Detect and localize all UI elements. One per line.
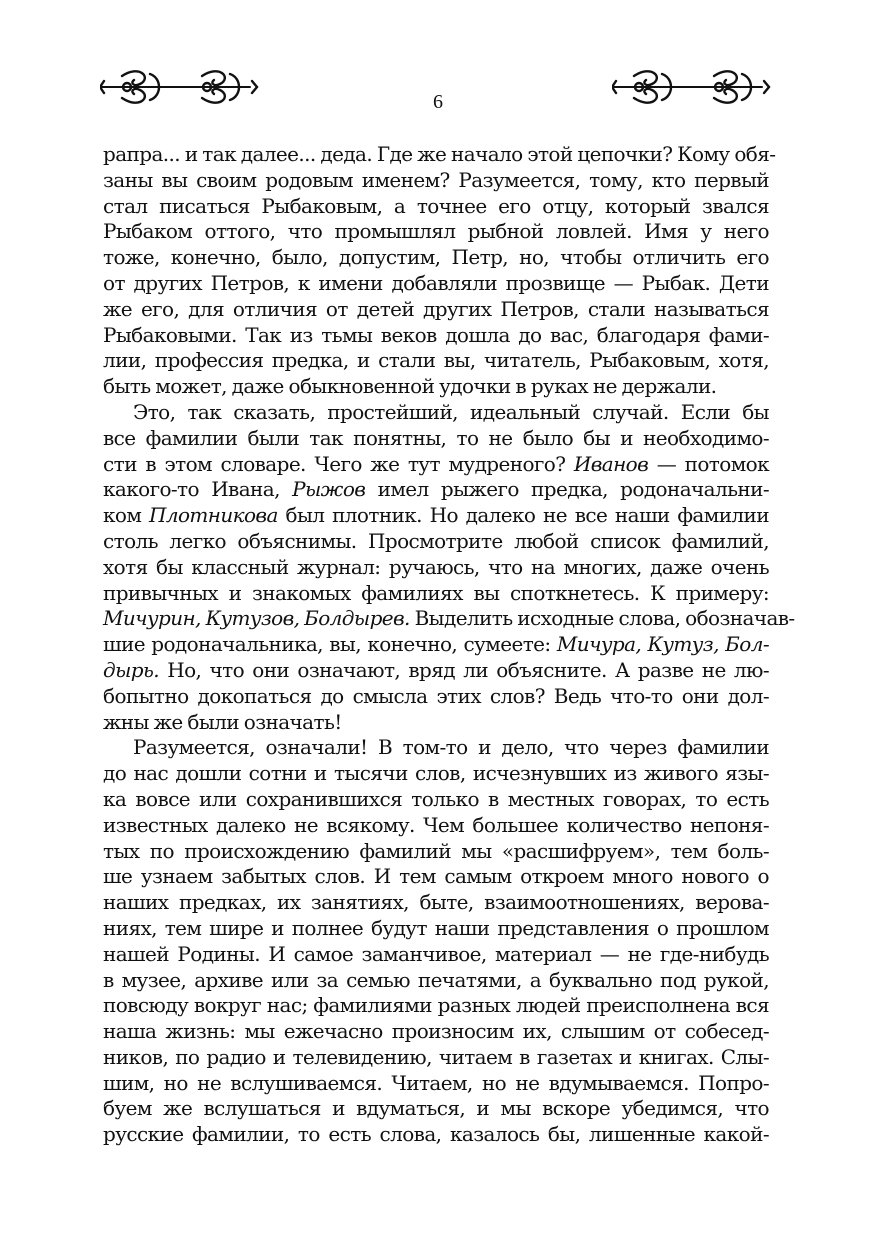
text-line: ком Плотникова был плотник. Но далеко не все наши фамилии: [103, 503, 769, 528]
text-line: тоже, конечно, было, допустим, Петр, но, чтобы отличить его: [103, 245, 769, 270]
text-line: привычных и знакомых фамилиях вы споткнетесь. К примеру:: [103, 580, 769, 605]
text-line: Разумеется, означали! В том-то и дело, что через фамилии: [133, 735, 769, 760]
text-line: лии, профессия предка, и стали вы, читатель, Рыбаковым, хотя,: [103, 348, 769, 373]
text-line: ников, по радио и телевидению, читаем в газетах и книгах. Слы-: [103, 1044, 769, 1069]
body-text: [103, 142, 795, 1148]
text-line: бопытно докопаться до смысла этих слов? Ведь что-то они дол-: [103, 683, 769, 708]
text-line: наша жизнь: мы ежечасно произносим их, слышим от собесед-: [103, 1019, 769, 1044]
text-line: ка вовсе или сохранившихся только в местных говорах, то есть: [103, 786, 769, 811]
text-line: стал писаться Рыбаковым, а точнее его отцу, который звался: [103, 193, 769, 218]
italic-surnames: Мичурин, Кутузов, Болдырев.: [103, 606, 410, 631]
text-line: столь легко объяснимы. Просмотрите любой список фамилий,: [103, 528, 769, 553]
text-line: Это, так сказать, простейший, идеальный случай. Если бы: [133, 399, 769, 424]
italic-words: Мичура, Кутуз, Бол-: [556, 632, 769, 657]
text-line: нашей Родины. И самое заманчивое, материал — не где-нибудь: [103, 941, 769, 966]
text-line: шим, но не вслушиваемся. Читаем, но не вдумываемся. Попро-: [103, 1070, 769, 1095]
text-line: сти в этом словаре. Чего же тут мудреного? Иванов — потомок: [103, 451, 769, 476]
text-line: Рыбаковыми. Так из тьмы веков дошла до вас, благодаря фами-: [103, 322, 769, 347]
text-line: Рыбаком оттого, что промышлял рыбной ловлей. Имя у него: [103, 219, 769, 244]
header-ornament-right: [612, 62, 772, 112]
text-line: какого-то Ивана, Рыжов имел рыжего предка, родоначальни-: [103, 477, 769, 502]
text-line: же его, для отличия от детей других Петров, стали называться: [103, 296, 769, 321]
text-line: заны вы своим родовым именем? Разумеется, тому, кто первый: [103, 167, 769, 192]
italic-surname: Плотникова: [149, 503, 278, 528]
text-line: известных далеко не всякому. Чем большее количество непоня-: [103, 812, 769, 837]
scroll-ornament-icon: [612, 62, 772, 112]
text-line: повсюду вокруг нас; фамилиями разных людей преисполнена вся: [103, 993, 769, 1018]
text-line: русские фамилии, то есть слова, казалось бы, лишенные какой-: [103, 1122, 769, 1147]
text-line: шие родоначальника, вы, конечно, сумеете: Мичура, Кутуз, Бол-: [103, 632, 769, 657]
italic-surname: Иванов: [573, 451, 649, 476]
text-line: наших предках, их занятиях, быте, взаимоотношениях, верова-: [103, 890, 769, 915]
text-line: буем же вслушаться и вдуматься, и мы вскоре убедимся, что: [103, 1096, 769, 1121]
italic-words: дырь.: [103, 657, 160, 682]
text-line: в музее, архиве или за семью печатями, а буквально под рукой,: [103, 967, 769, 992]
page-number: 6: [433, 91, 443, 113]
text-line: дырь. Но, что они означают, вряд ли объясните. А разве не лю-: [103, 657, 769, 682]
text-line: от других Петров, к имени добавляли прозвище — Рыбак. Дети: [103, 270, 769, 295]
text-line: до нас дошли сотни и тысячи слов, исчезнувших из живого язы-: [103, 761, 769, 786]
text-line: Мичурин, Кутузов, Болдырев. Выделить исходные слова, обозначав-: [103, 606, 795, 631]
text-line: рапра... и так далее... деда. Где же начало этой цепочки? Кому обя-: [103, 142, 776, 166]
text-line: хотя бы классный журнал: ручаюсь, что на многих, даже очень: [103, 554, 769, 579]
text-line: все фамилии были так понятны, то не было бы и необходимо-: [103, 425, 769, 450]
text-line: быть может, даже обыкновенной удочки в руках не держали.: [103, 374, 717, 399]
text-line: ше узнаем забытых слов. И тем самым откроем много нового о: [103, 864, 769, 889]
italic-surname: Рыжов: [292, 477, 366, 502]
text-line: жны же были означать!: [103, 709, 342, 734]
text-line: ниях, тем шире и полнее будут наши представления о прошлом: [103, 915, 769, 940]
text-line: тых по происхождению фамилий мы «расшифруем», тем боль-: [103, 838, 769, 863]
